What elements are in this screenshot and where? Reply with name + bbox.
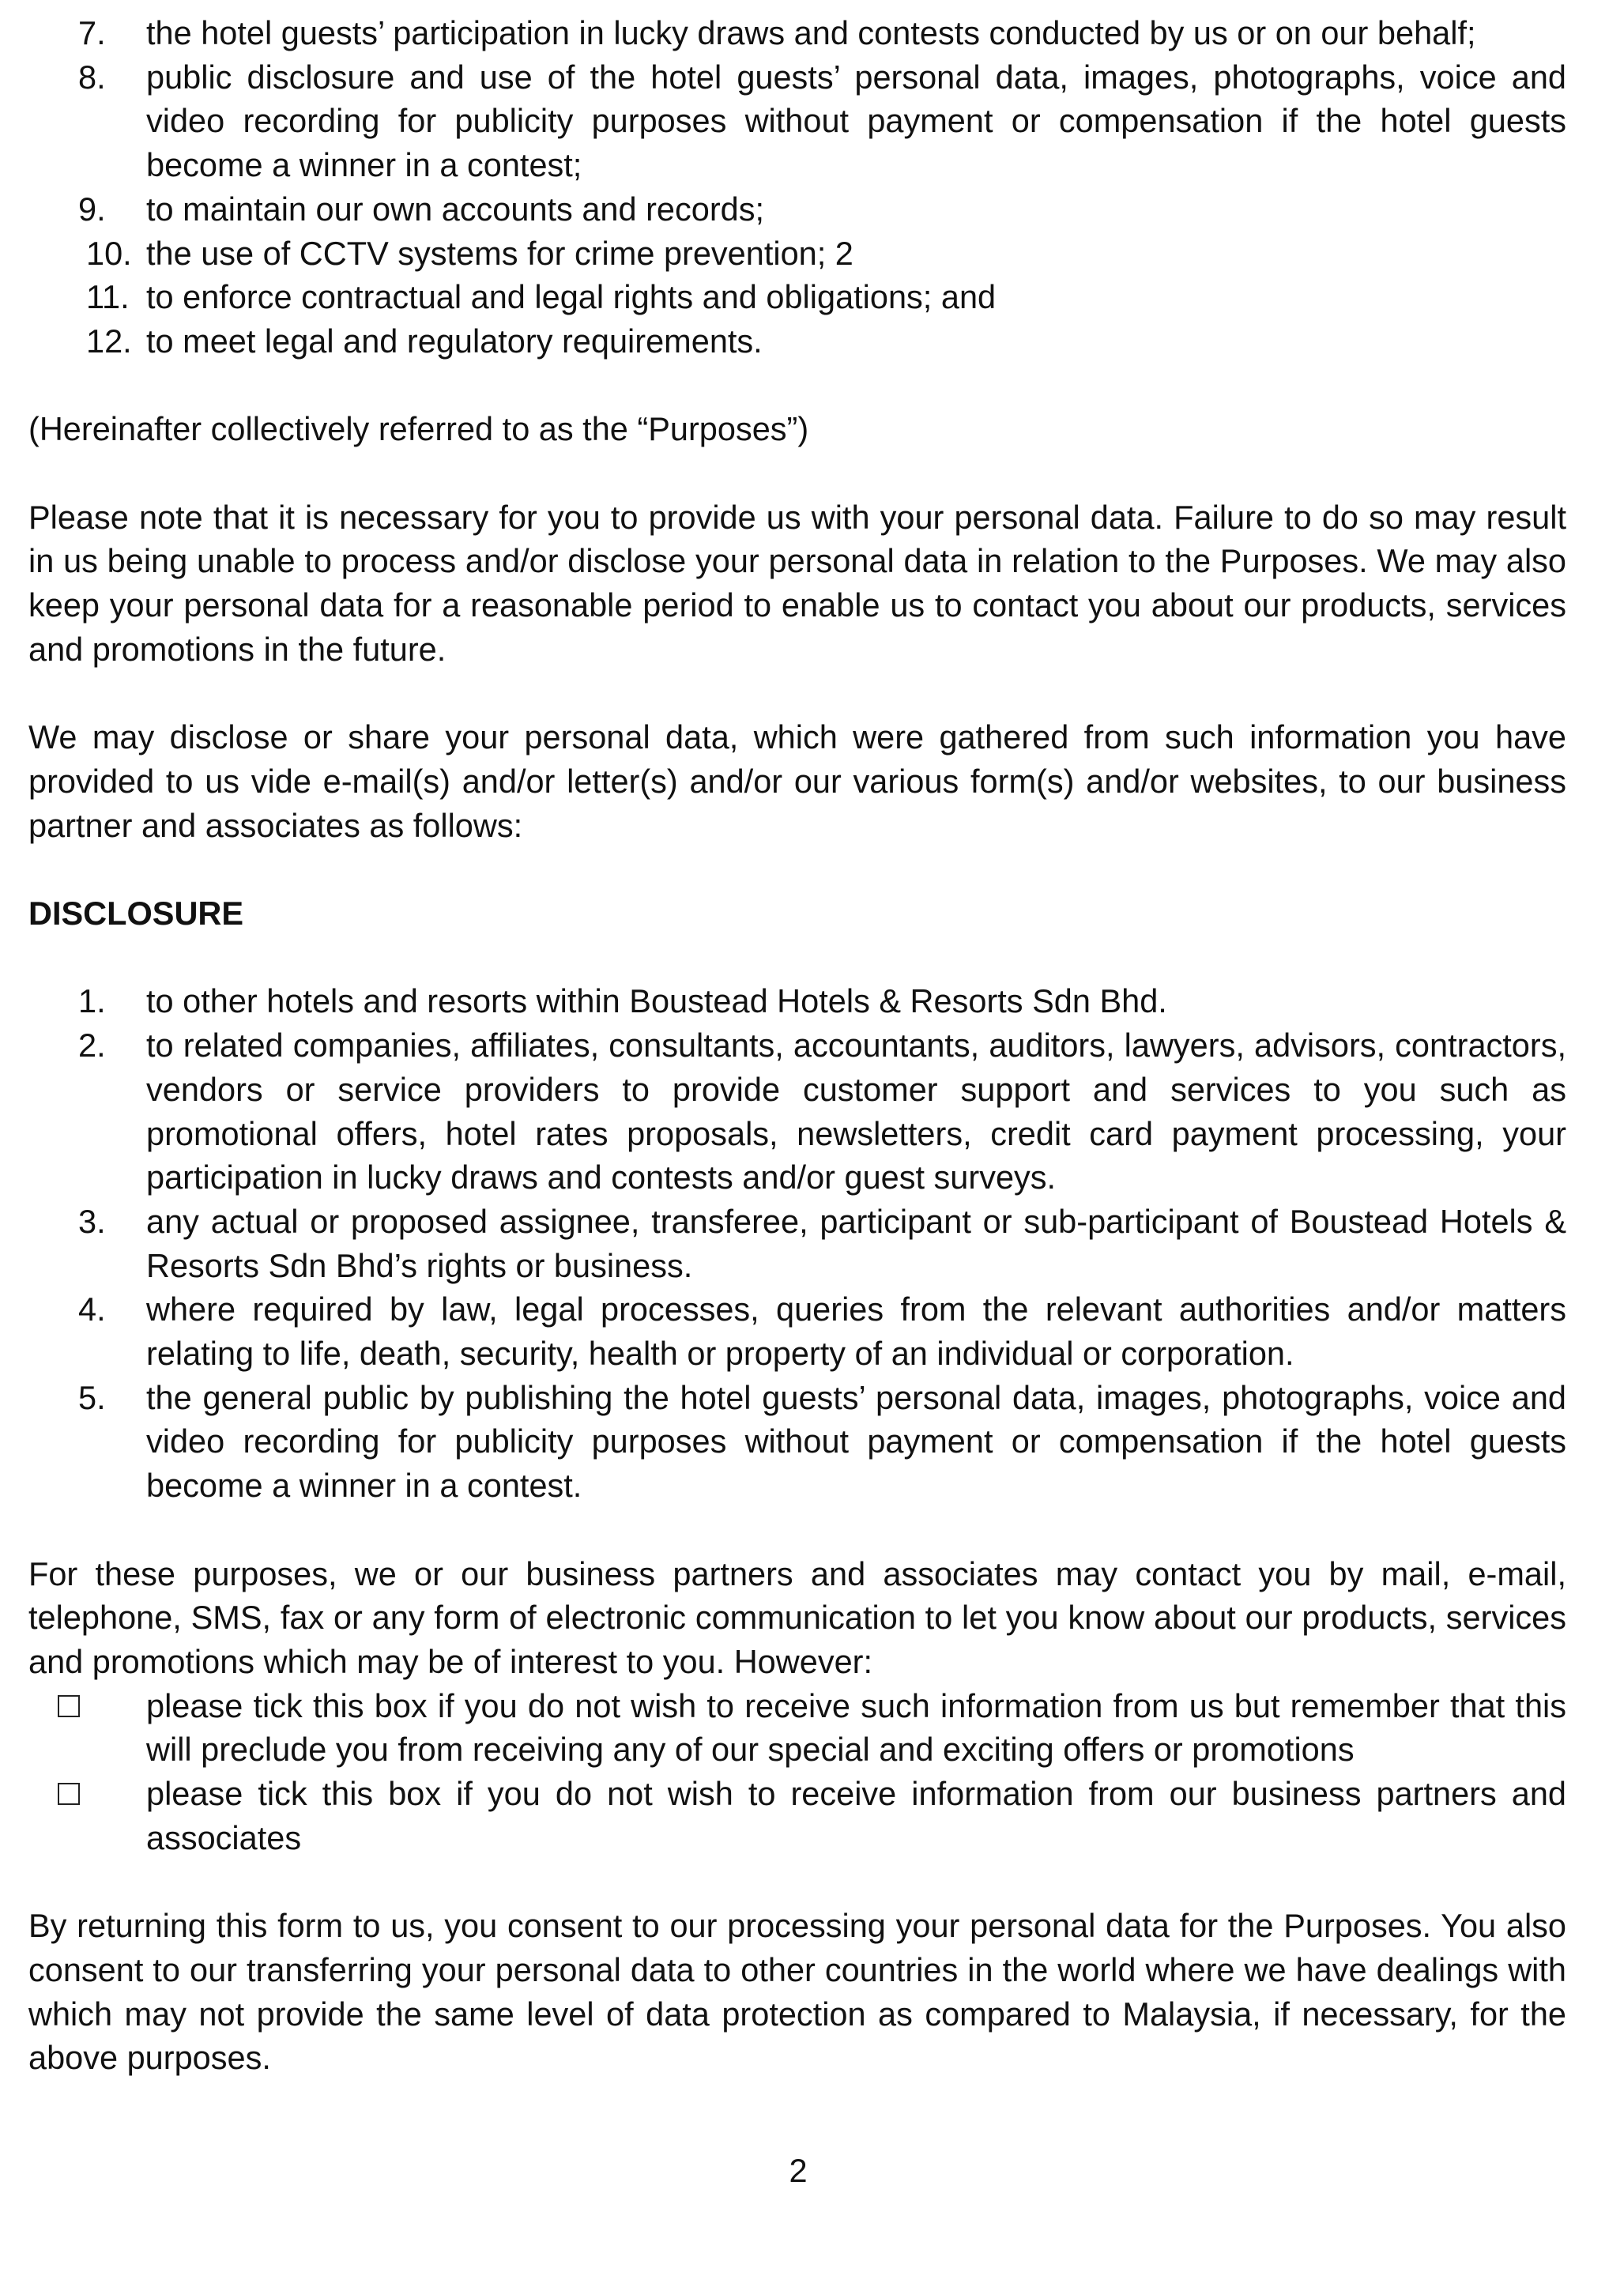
list-text: public disclosure and use of the hotel guests’ personal data, images, photographs, voice and video recording for publicity purposes without payment or compensation if the hotel guests become a winner in a contest; [146, 58, 1566, 184]
paragraph-necessary: Please note that it is necessary for you to provide us with your personal data. Failure to do so may result in us being unable to process and/or disclose your personal data in relation to the Purposes. We may also keep your personal data for a reasonable period to enable us to contact you about our products, services and promotions in the future. [28, 498, 1566, 668]
checkbox-wrapper[interactable] [28, 1684, 146, 1717]
document-page [28, 11, 1566, 2080]
list-text: to related companies, affiliates, consultants, accountants, auditors, lawyers, advisors, contractors, vendors or service providers to provide customer support and services to you such as promotional offers, hotel rates proposals, newsletters, credit card payment processing, your participation in lucky draws and contests and/or guest surveys. [146, 1027, 1566, 1196]
list-number: 4. [78, 1290, 106, 1328]
opt-out-own-offers [28, 1684, 1566, 1772]
list-number: 11. [86, 278, 130, 316]
checkbox[interactable] [58, 1783, 80, 1805]
list-number: 7. [78, 14, 106, 51]
list-text: to enforce contractual and legal rights and obligations; and [146, 278, 997, 316]
list-number: 12. [86, 322, 132, 360]
list-number: 3. [78, 1202, 106, 1240]
hereinafter-note: (Hereinafter collectively referred to as the “Purposes”) [28, 410, 809, 448]
paragraph-disclose: We may disclose or share your personal data, which were gathered from such information you have provided to us vide e-mail(s) and/or letter(s) and/or our various form(s) and/or websites, to our business partner and associates as follows: [28, 718, 1566, 844]
list-text: where required by law, legal processes, queries from the relevant authorities and/or matters relating to life, death, security, health or property of an individual or corporation. [146, 1290, 1566, 1373]
checkbox[interactable] [58, 1695, 80, 1717]
list-item [28, 1200, 1566, 1287]
paragraph-consent: By returning this form to us, you consent to our processing your personal data for the Purposes. You also consent to our transferring your personal data to other countries in the world where we have dealings with which may not provide the same level of data protection as compared to Malaysia, if necessary, for the above purposes. [28, 1907, 1566, 2077]
list-item [28, 55, 1566, 187]
list-number: 8. [78, 58, 106, 96]
list-text: any actual or proposed assignee, transferee, participant or sub-participant of Boustead Hotels & Resorts Sdn Bhd’s rights or business. [146, 1202, 1566, 1284]
list-text: to maintain our own accounts and records; [146, 190, 765, 228]
checkbox-label: please tick this box if you do not wish to receive information from our business partners and associates [146, 1775, 1566, 1856]
list-item [28, 232, 1566, 276]
list-item [28, 979, 1566, 1023]
list-text: to meet legal and regulatory requirements. [146, 322, 763, 360]
list-number: 5. [78, 1378, 106, 1416]
list-number: 1. [78, 982, 106, 1020]
list-item [28, 187, 1566, 232]
page-number: 2 [789, 2152, 808, 2189]
list-item [28, 1376, 1566, 1508]
list-number: 10. [86, 234, 132, 272]
list-item [28, 319, 1566, 364]
checkbox-label: please tick this box if you do not wish to receive such information from us but remember that this will preclude you from receiving any of our special and exciting offers or promotions [146, 1686, 1566, 1769]
list-text: the use of CCTV systems for crime prevention; 2 [146, 234, 853, 272]
checkbox-wrapper[interactable] [28, 1772, 146, 1805]
paragraph-contact: For these purposes, we or our business partners and associates may contact you by mail, e-mail, telephone, SMS, fax or any form of electronic communication to let you know about our products, services and promotions which may be of interest to you. However: [28, 1554, 1566, 1680]
section-heading-disclosure: DISCLOSURE [28, 895, 244, 932]
list-text: to other hotels and resorts within Boustead Hotels & Resorts Sdn Bhd. [146, 982, 1167, 1020]
list-text: the hotel guests’ participation in lucky draws and contests conducted by us or on our behalf; [146, 14, 1476, 51]
list-text: the general public by publishing the hotel guests’ personal data, images, photographs, voice and video recording for publicity purposes without payment or compensation if the hotel guests become a winner in a contest. [146, 1378, 1566, 1505]
list-number: 2. [78, 1027, 106, 1064]
list-item [28, 1023, 1566, 1200]
list-item [28, 11, 1566, 55]
list-item [28, 275, 1566, 319]
opt-out-partner-offers [28, 1772, 1566, 1859]
list-number: 9. [78, 190, 106, 228]
list-item [28, 1287, 1566, 1375]
purposes-list [28, 11, 1566, 364]
disclosure-list [28, 979, 1566, 1507]
